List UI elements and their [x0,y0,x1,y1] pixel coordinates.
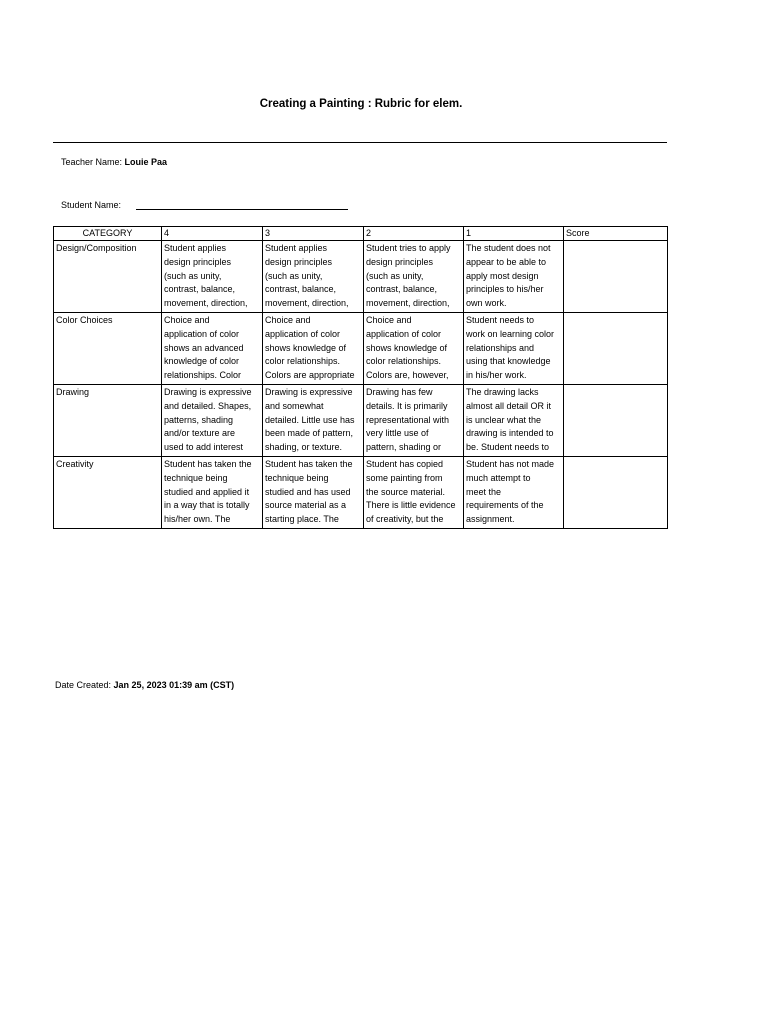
rubric-cell-text: The drawing lacks almost all detail OR it is unclear what the drawing is intended to be. Student needs to [466,387,554,453]
date-created-value: Jan 25, 2023 01:39 am (CST) [113,680,235,690]
rubric-cell [263,313,364,385]
rubric-cell-text: Student applies design principles (such as unity, contrast, balance, movement, direction, [265,243,349,309]
student-name-blank [136,209,348,210]
rubric-cell-text: Student has not made much attempt to meet the requirements of the assignment. [466,459,555,525]
rubric-cell-text: Student has taken the technique being studied and applied it in a way that is totally his/her own. The [164,459,252,525]
category-cell: Design/Composition [54,241,162,313]
page-title: Creating a Painting : Rubric for elem. [259,98,463,110]
rubric-cell-text: Choice and application of color shows knowledge of color relationships. Colors are, however, [366,315,449,381]
category-cell: Drawing [54,385,162,457]
table-row [54,241,668,313]
rubric-cell [464,313,564,385]
student-name-label: Student Name: [61,200,122,210]
category-cell: Color Choices [54,313,162,385]
table-row [54,457,668,529]
table-row [54,385,668,457]
rubric-cell [263,457,364,529]
date-created-label: Date Created: [55,680,112,690]
rubric-cell [464,241,564,313]
teacher-name-label: Teacher Name: [61,157,123,167]
rubric-cell-text: Drawing is expressive and somewhat detailed. Little use has been made of pattern, shading, or texture. [265,387,355,453]
category-cell: Creativity [54,457,162,529]
header-score: Score [564,227,668,241]
rubric-cell [162,457,263,529]
rubric-cell-text: Student applies design principles (such as unity, contrast, balance, movement, direction, [164,243,248,309]
rubric-cell-text: The student does not appear to be able to apply most design principles to his/her own work. [466,243,551,309]
score-cell [564,241,668,313]
date-created-row [55,680,234,690]
rubric-cell [162,385,263,457]
rubric-cell-text: Student has copied some painting from the source material. There is little evidence of creativity, but the [366,459,456,525]
header-category: CATEGORY [54,227,162,241]
table-row [54,313,668,385]
title-divider [53,142,667,143]
rubric-cell [364,385,464,457]
rubric-cell-text: Choice and application of color shows knowledge of color relationships. Colors are appropriate [265,315,355,381]
rubric-cell [263,241,364,313]
rubric-cell-text: Student has taken the technique being studied and has used source material as a starting place. The [265,459,353,525]
rubric-cell-text: Choice and application of color shows an advanced knowledge of color relationships. Color [164,315,244,381]
rubric-cell [162,313,263,385]
teacher-name-row [61,157,167,167]
score-cell [564,313,668,385]
header-level-3: 3 [263,227,364,241]
header-level-4: 4 [162,227,263,241]
rubric-cell [364,241,464,313]
rubric-cell [364,457,464,529]
score-cell [564,385,668,457]
table-header-row [54,227,668,241]
rubric-cell [162,241,263,313]
score-cell [564,457,668,529]
rubric-cell [263,385,364,457]
rubric-cell [464,457,564,529]
rubric-table [53,226,668,529]
rubric-cell-text: Drawing has few details. It is primarily representational with very little use of pattern, shading or [366,387,450,453]
rubric-cell [464,385,564,457]
teacher-name-value: Louie Paa [124,157,168,167]
rubric-cell-text: Student tries to apply design principles (such as unity, contrast, balance, movement, direction, [366,243,451,309]
header-level-2: 2 [364,227,464,241]
rubric-cell-text: Student needs to work on learning color relationships and using that knowledge in his/her work. [466,315,555,381]
rubric-cell-text: Drawing is expressive and detailed. Shapes, patterns, shading and/or texture are used to add interest [164,387,252,453]
header-level-1: 1 [464,227,564,241]
rubric-cell [364,313,464,385]
